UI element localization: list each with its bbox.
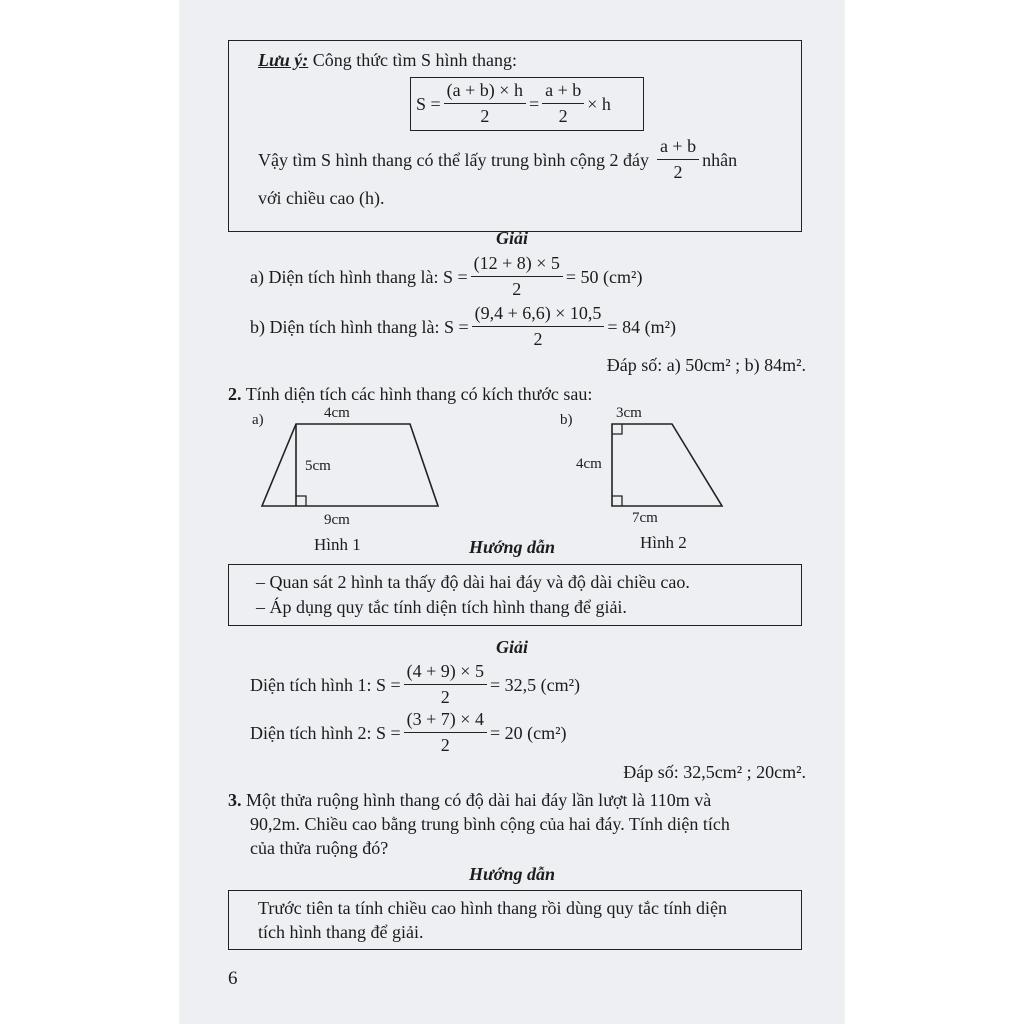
trapezoid-area-formula: S = $\frac{(a + b) \times h}{2}$ = $\frac{a + b}{2}$ × h [416,80,611,126]
guide-title-2: Hướng dẫn [469,537,555,557]
solution-figure-1: Diện tích hình 1: S = $\frac{(4 + 9) \times 5}{2}$ = 32,5 (cm²) [250,661,580,707]
right-angle-marker-2b [612,496,622,506]
fig1-label: a) [252,412,264,428]
exercise-3-line-2: 90,2m. Chiều cao bằng trung bình cộng của hai đáy. Tính diện tích [250,814,730,834]
answer-1: Đáp số: a) 50cm² ; b) 84m². [606,355,806,375]
guide-2-line-1: – Quan sát 2 hình ta thấy độ dài hai đáy và độ dài chiều cao. [256,572,690,592]
fig2-caption: Hình 2 [640,533,687,552]
solution-b: b) Diện tích hình thang là: S = $\frac{(9,4 + 6,6) \times 10,5}{2}$ = 84 (m²) [250,303,676,349]
guide-title-3: Hướng dẫn [469,864,555,884]
exercise-2-prompt: 2. Tính diện tích các hình thang có kích thước sau: [228,384,593,404]
exercise-3-line-3: của thửa ruộng đó? [250,838,389,858]
solution-title-1: Giải [495,228,528,248]
book-page [180,0,844,1024]
note-intro: Lưu ý: Công thức tìm S hình thang: [258,50,518,70]
note-line-3: với chiều cao (h). [258,188,385,208]
right-angle-marker-1 [296,496,306,506]
right-angle-marker-2a [612,424,622,434]
solution-a: a) Diện tích hình thang là: S = $\frac{(12 + 8) \times 5}{2}$ = 50 (cm²) [250,253,643,299]
exercise-3-number: 3. [228,790,242,810]
trapezoid-1 [262,424,438,506]
solution-figure-2: Diện tích hình 2: S = $\frac{(3 + 7) \times 4}{2}$ = 20 (cm²) [250,709,567,755]
trapezoid-2 [612,424,722,506]
figure-1-trapezoid [240,400,440,560]
exercise-2-number: 2. [228,384,242,404]
note-label: Lưu ý: [258,50,309,70]
fig1-height-label: 5cm [305,458,331,474]
guide-2-line-2: – Áp dụng quy tắc tính diện tích hình thang để giải. [256,597,627,617]
fig2-bottom-label: 7cm [632,510,658,526]
guide-3-line-2: tích hình thang để giải. [258,922,424,942]
fig1-bottom-label: 9cm [324,512,350,528]
answer-2: Đáp số: 32,5cm² ; 20cm². [623,762,806,782]
fig2-height-label: 4cm [576,456,602,472]
page-number: 6 [228,968,238,989]
fig2-label: b) [560,412,573,428]
guide-3-line-1: Trước tiên ta tính chiều cao hình thang rồi dùng quy tắc tính diện [258,898,728,918]
figure-2-trapezoid [550,400,750,560]
note-line-2: Vậy tìm S hình thang có thể lấy trung bình cộng 2 đáy $\frac{a + b}{2}$ nhân [258,136,738,182]
solution-title-2: Giải [495,637,528,657]
fig1-caption: Hình 1 [314,535,361,554]
fig1-top-label: 4cm [324,405,350,421]
fig2-top-label: 3cm [616,405,642,421]
exercise-3-line-1: 3. Một thửa ruộng hình thang có độ dài hai đáy lần lượt là 110m và [228,790,712,810]
